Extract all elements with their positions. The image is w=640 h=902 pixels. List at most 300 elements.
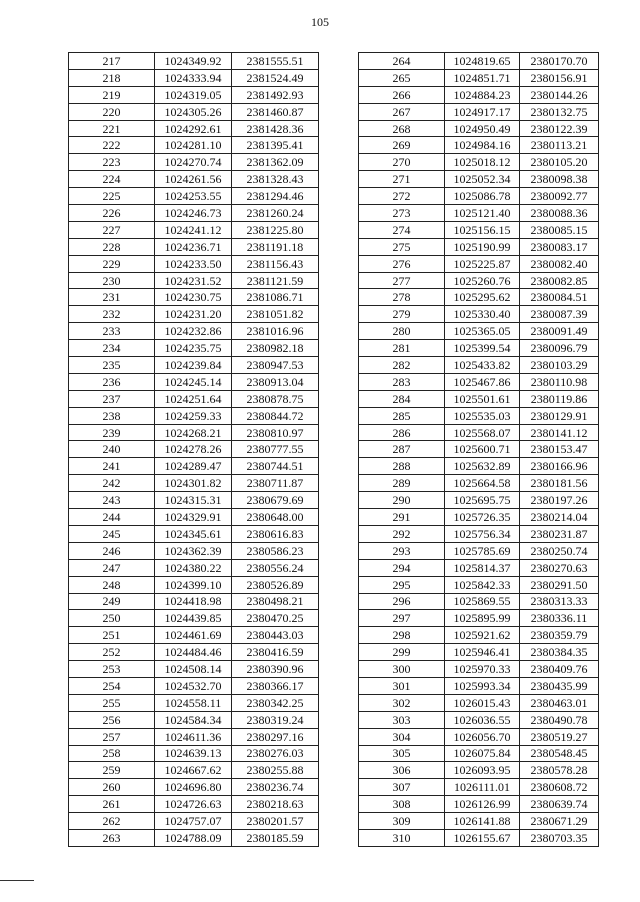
point-number-cell: 284 <box>359 390 445 407</box>
y-coordinate-cell: 2380129.91 <box>520 407 599 424</box>
x-coordinate-cell: 1024917.17 <box>445 103 520 120</box>
point-number-cell: 266 <box>359 86 445 103</box>
point-number-cell: 264 <box>359 53 445 70</box>
point-number-cell: 250 <box>69 610 155 627</box>
point-number-cell: 237 <box>69 390 155 407</box>
point-number-cell: 281 <box>359 340 445 357</box>
point-number-cell: 305 <box>359 745 445 762</box>
table-row <box>69 272 319 289</box>
table-row <box>359 509 599 526</box>
table-row <box>359 53 599 70</box>
point-number-cell: 262 <box>69 813 155 830</box>
y-coordinate-cell: 2380639.74 <box>520 796 599 813</box>
y-coordinate-cell: 2380711.87 <box>232 475 319 492</box>
point-number-cell: 235 <box>69 357 155 374</box>
y-coordinate-cell: 2380170.70 <box>520 53 599 70</box>
point-number-cell: 234 <box>69 340 155 357</box>
table-row <box>359 188 599 205</box>
y-coordinate-cell: 2380608.72 <box>520 779 599 796</box>
x-coordinate-cell: 1024233.50 <box>155 255 232 272</box>
point-number-cell: 229 <box>69 255 155 272</box>
y-coordinate-cell: 2380844.72 <box>232 407 319 424</box>
x-coordinate-cell: 1024235.75 <box>155 340 232 357</box>
y-coordinate-cell: 2381395.41 <box>232 137 319 154</box>
point-number-cell: 219 <box>69 86 155 103</box>
y-coordinate-cell: 2380236.74 <box>232 779 319 796</box>
x-coordinate-cell: 1024508.14 <box>155 661 232 678</box>
point-number-cell: 246 <box>69 542 155 559</box>
point-number-cell: 232 <box>69 306 155 323</box>
table-row <box>359 576 599 593</box>
x-coordinate-cell: 1024851.71 <box>445 69 520 86</box>
x-coordinate-cell: 1024418.98 <box>155 593 232 610</box>
x-coordinate-cell: 1026036.55 <box>445 711 520 728</box>
table-row <box>69 407 319 424</box>
point-number-cell: 304 <box>359 728 445 745</box>
y-coordinate-cell: 2380096.79 <box>520 340 599 357</box>
point-number-cell: 257 <box>69 728 155 745</box>
table-row <box>69 779 319 796</box>
y-coordinate-cell: 2380105.20 <box>520 154 599 171</box>
table-row <box>359 779 599 796</box>
x-coordinate-cell: 1025921.62 <box>445 627 520 644</box>
point-number-cell: 252 <box>69 644 155 661</box>
point-number-cell: 238 <box>69 407 155 424</box>
x-coordinate-cell: 1026126.99 <box>445 796 520 813</box>
y-coordinate-cell: 2381328.43 <box>232 171 319 188</box>
table-row <box>359 357 599 374</box>
x-coordinate-cell: 1024301.82 <box>155 475 232 492</box>
x-coordinate-cell: 1024268.21 <box>155 424 232 441</box>
x-coordinate-cell: 1024270.74 <box>155 154 232 171</box>
table-row <box>359 610 599 627</box>
table-row <box>69 238 319 255</box>
point-number-cell: 240 <box>69 441 155 458</box>
table-row <box>69 677 319 694</box>
point-number-cell: 259 <box>69 762 155 779</box>
table-row <box>69 373 319 390</box>
y-coordinate-cell: 2380083.17 <box>520 238 599 255</box>
y-coordinate-cell: 2380085.15 <box>520 221 599 238</box>
y-coordinate-cell: 2380913.04 <box>232 373 319 390</box>
y-coordinate-cell: 2380648.00 <box>232 509 319 526</box>
y-coordinate-cell: 2381555.51 <box>232 53 319 70</box>
x-coordinate-cell: 1024461.69 <box>155 627 232 644</box>
point-number-cell: 303 <box>359 711 445 728</box>
x-coordinate-cell: 1024231.52 <box>155 272 232 289</box>
point-number-cell: 255 <box>69 694 155 711</box>
point-number-cell: 247 <box>69 559 155 576</box>
x-coordinate-cell: 1024611.36 <box>155 728 232 745</box>
y-coordinate-cell: 2380132.75 <box>520 103 599 120</box>
x-coordinate-cell: 1024639.13 <box>155 745 232 762</box>
y-coordinate-cell: 2381260.24 <box>232 205 319 222</box>
point-number-cell: 283 <box>359 373 445 390</box>
x-coordinate-cell: 1025970.33 <box>445 661 520 678</box>
y-coordinate-cell: 2381460.87 <box>232 103 319 120</box>
x-coordinate-cell: 1026093.95 <box>445 762 520 779</box>
x-coordinate-cell: 1025842.33 <box>445 576 520 593</box>
table-row <box>69 340 319 357</box>
x-coordinate-cell: 1024292.61 <box>155 120 232 137</box>
table-row <box>69 137 319 154</box>
table-row <box>359 390 599 407</box>
table-row <box>359 103 599 120</box>
x-coordinate-cell: 1025695.75 <box>445 492 520 509</box>
y-coordinate-cell: 2381156.43 <box>232 255 319 272</box>
point-number-cell: 307 <box>359 779 445 796</box>
table-row <box>359 677 599 694</box>
table-row <box>359 829 599 846</box>
table-row <box>69 188 319 205</box>
y-coordinate-cell: 2381051.82 <box>232 306 319 323</box>
table-row <box>69 627 319 644</box>
point-number-cell: 254 <box>69 677 155 694</box>
point-number-cell: 221 <box>69 120 155 137</box>
point-number-cell: 253 <box>69 661 155 678</box>
x-coordinate-cell: 1025568.07 <box>445 424 520 441</box>
x-coordinate-cell: 1024726.63 <box>155 796 232 813</box>
point-number-cell: 218 <box>69 69 155 86</box>
point-number-cell: 297 <box>359 610 445 627</box>
x-coordinate-cell: 1024333.94 <box>155 69 232 86</box>
x-coordinate-cell: 1024584.34 <box>155 711 232 728</box>
y-coordinate-cell: 2380255.88 <box>232 762 319 779</box>
y-coordinate-cell: 2380110.98 <box>520 373 599 390</box>
table-row <box>69 103 319 120</box>
x-coordinate-cell: 1024251.64 <box>155 390 232 407</box>
x-coordinate-cell: 1024231.20 <box>155 306 232 323</box>
page-number: 105 <box>311 15 329 29</box>
y-coordinate-cell: 2380679.69 <box>232 492 319 509</box>
x-coordinate-cell: 1025632.89 <box>445 458 520 475</box>
y-coordinate-cell: 2380153.47 <box>520 441 599 458</box>
table-row <box>69 813 319 830</box>
table-row <box>69 289 319 306</box>
table-row <box>359 694 599 711</box>
point-number-cell: 226 <box>69 205 155 222</box>
table-row <box>359 796 599 813</box>
point-number-cell: 293 <box>359 542 445 559</box>
x-coordinate-cell: 1024532.70 <box>155 677 232 694</box>
point-number-cell: 291 <box>359 509 445 526</box>
y-coordinate-cell: 2380088.36 <box>520 205 599 222</box>
table-row <box>359 69 599 86</box>
y-coordinate-cell: 2380810.97 <box>232 424 319 441</box>
x-coordinate-cell: 1026111.01 <box>445 779 520 796</box>
y-coordinate-cell: 2380218.63 <box>232 796 319 813</box>
y-coordinate-cell: 2380276.03 <box>232 745 319 762</box>
y-coordinate-cell: 2380519.27 <box>520 728 599 745</box>
point-number-cell: 224 <box>69 171 155 188</box>
table-row <box>359 238 599 255</box>
table-row <box>69 390 319 407</box>
point-number-cell: 282 <box>359 357 445 374</box>
table-row <box>359 711 599 728</box>
x-coordinate-cell: 1024281.10 <box>155 137 232 154</box>
x-coordinate-cell: 1024984.16 <box>445 137 520 154</box>
x-coordinate-cell: 1025895.99 <box>445 610 520 627</box>
y-coordinate-cell: 2380082.85 <box>520 272 599 289</box>
x-coordinate-cell: 1024349.92 <box>155 53 232 70</box>
y-coordinate-cell: 2380947.53 <box>232 357 319 374</box>
x-coordinate-cell: 1024558.11 <box>155 694 232 711</box>
x-coordinate-cell: 1024667.62 <box>155 762 232 779</box>
point-number-cell: 256 <box>69 711 155 728</box>
x-coordinate-cell: 1025121.40 <box>445 205 520 222</box>
table-row <box>359 441 599 458</box>
table-row <box>69 171 319 188</box>
table-row <box>359 340 599 357</box>
point-number-cell: 228 <box>69 238 155 255</box>
y-coordinate-cell: 2380270.63 <box>520 559 599 576</box>
y-coordinate-cell: 2380197.26 <box>520 492 599 509</box>
y-coordinate-cell: 2380087.39 <box>520 306 599 323</box>
y-coordinate-cell: 2380490.78 <box>520 711 599 728</box>
table-row <box>359 745 599 762</box>
x-coordinate-cell: 1025869.55 <box>445 593 520 610</box>
table-row <box>359 221 599 238</box>
table-row <box>359 492 599 509</box>
y-coordinate-cell: 2380319.24 <box>232 711 319 728</box>
table-row <box>69 644 319 661</box>
point-number-cell: 302 <box>359 694 445 711</box>
x-coordinate-cell: 1024278.26 <box>155 441 232 458</box>
table-row <box>69 221 319 238</box>
table-row <box>69 492 319 509</box>
x-coordinate-cell: 1024289.47 <box>155 458 232 475</box>
x-coordinate-cell: 1025664.58 <box>445 475 520 492</box>
y-coordinate-cell: 2380201.57 <box>232 813 319 830</box>
x-coordinate-cell: 1024253.55 <box>155 188 232 205</box>
x-coordinate-cell: 1025260.76 <box>445 272 520 289</box>
x-coordinate-cell: 1024439.85 <box>155 610 232 627</box>
table-row <box>359 661 599 678</box>
x-coordinate-cell: 1025785.69 <box>445 542 520 559</box>
x-coordinate-cell: 1026155.67 <box>445 829 520 846</box>
point-number-cell: 227 <box>69 221 155 238</box>
table-row <box>69 509 319 526</box>
point-number-cell: 220 <box>69 103 155 120</box>
point-number-cell: 299 <box>359 644 445 661</box>
table-row <box>69 86 319 103</box>
point-number-cell: 301 <box>359 677 445 694</box>
y-coordinate-cell: 2380777.55 <box>232 441 319 458</box>
table-row <box>359 593 599 610</box>
table-row <box>359 373 599 390</box>
point-number-cell: 269 <box>359 137 445 154</box>
x-coordinate-cell: 1024261.56 <box>155 171 232 188</box>
x-coordinate-cell: 1024884.23 <box>445 86 520 103</box>
point-number-cell: 223 <box>69 154 155 171</box>
y-coordinate-cell: 2380166.96 <box>520 458 599 475</box>
coordinates-table-right <box>358 52 599 847</box>
point-number-cell: 258 <box>69 745 155 762</box>
x-coordinate-cell: 1024232.86 <box>155 323 232 340</box>
x-coordinate-cell: 1024259.33 <box>155 407 232 424</box>
x-coordinate-cell: 1025365.05 <box>445 323 520 340</box>
y-coordinate-cell: 2380144.26 <box>520 86 599 103</box>
table-row <box>359 137 599 154</box>
point-number-cell: 236 <box>69 373 155 390</box>
table-row <box>359 542 599 559</box>
y-coordinate-cell: 2380526.89 <box>232 576 319 593</box>
x-coordinate-cell: 1025018.12 <box>445 154 520 171</box>
x-coordinate-cell: 1025433.82 <box>445 357 520 374</box>
point-number-cell: 249 <box>69 593 155 610</box>
y-coordinate-cell: 2380113.21 <box>520 137 599 154</box>
point-number-cell: 292 <box>359 525 445 542</box>
point-number-cell: 239 <box>69 424 155 441</box>
y-coordinate-cell: 2381225.80 <box>232 221 319 238</box>
x-coordinate-cell: 1025726.35 <box>445 509 520 526</box>
y-coordinate-cell: 2380313.33 <box>520 593 599 610</box>
table-row <box>69 154 319 171</box>
y-coordinate-cell: 2380122.39 <box>520 120 599 137</box>
table-row <box>69 255 319 272</box>
coordinates-table-left <box>68 52 319 847</box>
y-coordinate-cell: 2380291.50 <box>520 576 599 593</box>
y-coordinate-cell: 2380470.25 <box>232 610 319 627</box>
x-coordinate-cell: 1024241.12 <box>155 221 232 238</box>
point-number-cell: 233 <box>69 323 155 340</box>
table-row <box>359 306 599 323</box>
y-coordinate-cell: 2380092.77 <box>520 188 599 205</box>
point-number-cell: 245 <box>69 525 155 542</box>
x-coordinate-cell: 1026075.84 <box>445 745 520 762</box>
table-row <box>359 627 599 644</box>
point-number-cell: 285 <box>359 407 445 424</box>
coordinates-table-right-body <box>359 53 599 847</box>
y-coordinate-cell: 2380084.51 <box>520 289 599 306</box>
y-coordinate-cell: 2381428.36 <box>232 120 319 137</box>
y-coordinate-cell: 2381524.49 <box>232 69 319 86</box>
table-row <box>359 813 599 830</box>
y-coordinate-cell: 2381294.46 <box>232 188 319 205</box>
point-number-cell: 244 <box>69 509 155 526</box>
table-row <box>69 661 319 678</box>
x-coordinate-cell: 1024236.71 <box>155 238 232 255</box>
y-coordinate-cell: 2380384.35 <box>520 644 599 661</box>
x-coordinate-cell: 1024245.14 <box>155 373 232 390</box>
point-number-cell: 287 <box>359 441 445 458</box>
y-coordinate-cell: 2380141.12 <box>520 424 599 441</box>
point-number-cell: 288 <box>359 458 445 475</box>
table-row <box>69 306 319 323</box>
point-number-cell: 260 <box>69 779 155 796</box>
y-coordinate-cell: 2380498.21 <box>232 593 319 610</box>
y-coordinate-cell: 2380214.04 <box>520 509 599 526</box>
point-number-cell: 276 <box>359 255 445 272</box>
point-number-cell: 263 <box>69 829 155 846</box>
y-coordinate-cell: 2380435.99 <box>520 677 599 694</box>
table-row <box>359 407 599 424</box>
y-coordinate-cell: 2380359.79 <box>520 627 599 644</box>
x-coordinate-cell: 1026015.43 <box>445 694 520 711</box>
table-row <box>359 120 599 137</box>
table-row <box>359 171 599 188</box>
table-row <box>69 205 319 222</box>
x-coordinate-cell: 1024239.84 <box>155 357 232 374</box>
point-number-cell: 217 <box>69 53 155 70</box>
point-number-cell: 273 <box>359 205 445 222</box>
y-coordinate-cell: 2380119.86 <box>520 390 599 407</box>
table-row <box>69 796 319 813</box>
point-number-cell: 261 <box>69 796 155 813</box>
point-number-cell: 286 <box>359 424 445 441</box>
point-number-cell: 289 <box>359 475 445 492</box>
table-row <box>69 829 319 846</box>
x-coordinate-cell: 1024246.73 <box>155 205 232 222</box>
coordinates-table-left-body <box>69 53 319 847</box>
y-coordinate-cell: 2380982.18 <box>232 340 319 357</box>
y-coordinate-cell: 2380231.87 <box>520 525 599 542</box>
point-number-cell: 294 <box>359 559 445 576</box>
table-row <box>359 728 599 745</box>
point-number-cell: 241 <box>69 458 155 475</box>
x-coordinate-cell: 1024305.26 <box>155 103 232 120</box>
x-coordinate-cell: 1025330.40 <box>445 306 520 323</box>
table-row <box>69 424 319 441</box>
x-coordinate-cell: 1024819.65 <box>445 53 520 70</box>
y-coordinate-cell: 2380878.75 <box>232 390 319 407</box>
table-row <box>69 458 319 475</box>
point-number-cell: 277 <box>359 272 445 289</box>
x-coordinate-cell: 1025156.15 <box>445 221 520 238</box>
table-row <box>359 205 599 222</box>
table-row <box>69 762 319 779</box>
table-row <box>359 323 599 340</box>
y-coordinate-cell: 2380103.29 <box>520 357 599 374</box>
table-row <box>359 458 599 475</box>
point-number-cell: 290 <box>359 492 445 509</box>
x-coordinate-cell: 1025086.78 <box>445 188 520 205</box>
x-coordinate-cell: 1024950.49 <box>445 120 520 137</box>
table-row <box>69 593 319 610</box>
point-number-cell: 308 <box>359 796 445 813</box>
point-number-cell: 296 <box>359 593 445 610</box>
x-coordinate-cell: 1025814.37 <box>445 559 520 576</box>
y-coordinate-cell: 2380390.96 <box>232 661 319 678</box>
y-coordinate-cell: 2380098.38 <box>520 171 599 188</box>
point-number-cell: 251 <box>69 627 155 644</box>
y-coordinate-cell: 2380336.11 <box>520 610 599 627</box>
table-row <box>69 475 319 492</box>
x-coordinate-cell: 1024380.22 <box>155 559 232 576</box>
point-number-cell: 222 <box>69 137 155 154</box>
table-row <box>359 644 599 661</box>
x-coordinate-cell: 1024315.31 <box>155 492 232 509</box>
table-row <box>69 745 319 762</box>
x-coordinate-cell: 1025946.41 <box>445 644 520 661</box>
table-row <box>69 610 319 627</box>
point-number-cell: 225 <box>69 188 155 205</box>
y-coordinate-cell: 2380082.40 <box>520 255 599 272</box>
point-number-cell: 278 <box>359 289 445 306</box>
x-coordinate-cell: 1024696.80 <box>155 779 232 796</box>
x-coordinate-cell: 1026141.88 <box>445 813 520 830</box>
table-row <box>359 255 599 272</box>
table-row <box>69 728 319 745</box>
table-row <box>359 559 599 576</box>
table-row <box>359 86 599 103</box>
y-coordinate-cell: 2380671.29 <box>520 813 599 830</box>
x-coordinate-cell: 1025501.61 <box>445 390 520 407</box>
x-coordinate-cell: 1025467.86 <box>445 373 520 390</box>
x-coordinate-cell: 1024399.10 <box>155 576 232 593</box>
x-coordinate-cell: 1024230.75 <box>155 289 232 306</box>
point-number-cell: 272 <box>359 188 445 205</box>
